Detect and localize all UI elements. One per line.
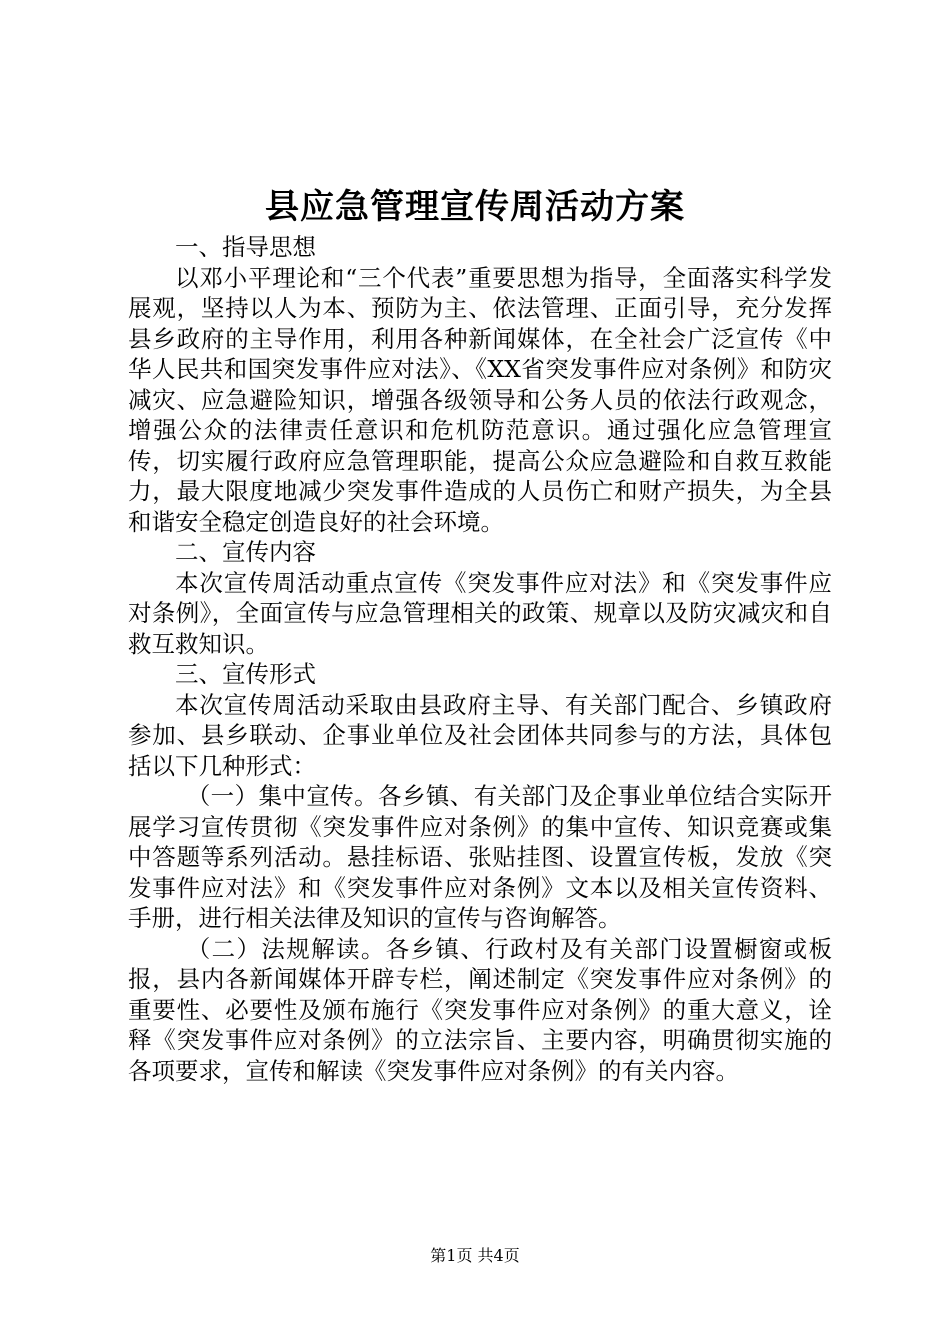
section-heading-content: 二、宣传内容 xyxy=(175,538,316,566)
paragraph-guiding-ideology: 以邓小平理论和“三个代表”重要思想为指导，全面落实科学发展观，坚持以人为本、预防为主、依法管理、正面引导，充分发挥县乡政府的主导作用，利用各种新闻媒体，在全社会广泛宣传《中华人民共和国突发事件应对法》、《XX省突发事件应对条例》和防灾减灾、应急避险知识，增强各级领导和公务人员的依法行政观念，增强公众的法律责任意识和危机防范意识。通过强化应急管理宣传，切实履行政府应急管理职能，提高公众应急避险和自救互救能力，最大限度地减少突发事件造成的人员伤亡和财产损失，为全县和谐安全稳定创造良好的社会环境。 xyxy=(128,263,832,536)
paragraph-forms: 本次宣传周活动采取由县政府主导、有关部门配合、乡镇政府参加、县乡联动、企事业单位及社会团体共同参与的方法，具体包括以下几种形式： xyxy=(128,690,832,780)
paragraph-regulation-interpretation: （二）法规解读。各乡镇、行政村及有关部门设置橱窗或板报，县内各新闻媒体开辟专栏，阐述制定《突发事件应对条例》的重要性、必要性及颁布施行《突发事件应对条例》的重大意义，诠释《突发事件应对条例》的立法宗旨、主要内容，明确贯彻实施的各项要求，宣传和解读《突发事件应对条例》的有关内容。 xyxy=(128,934,832,1085)
document-body xyxy=(128,232,832,1086)
paragraph-centralized-publicity: （一）集中宣传。各乡镇、有关部门及企事业单位结合实际开展学习宣传贯彻《突发事件应对条例》的集中宣传、知识竞赛或集中答题等系列活动。悬挂标语、张贴挂图、设置宣传板，发放《突发事件应对法》和《突发事件应对条例》文本以及相关宣传资料、手册，进行相关法律及知识的宣传与咨询解答。 xyxy=(128,782,832,932)
document-title: 县应急管理宣传周活动方案 xyxy=(265,187,685,227)
section-heading-forms: 三、宣传形式 xyxy=(175,660,316,688)
section-heading-guiding-ideology: 一、指导思想 xyxy=(175,233,316,261)
paragraph-content: 本次宣传周活动重点宣传《突发事件应对法》和《突发事件应对条例》，全面宣传与应急管理相关的政策、规章以及防灾减灾和自救互救知识。 xyxy=(128,568,832,658)
page-number: 第1页 共4页 xyxy=(430,1246,520,1265)
